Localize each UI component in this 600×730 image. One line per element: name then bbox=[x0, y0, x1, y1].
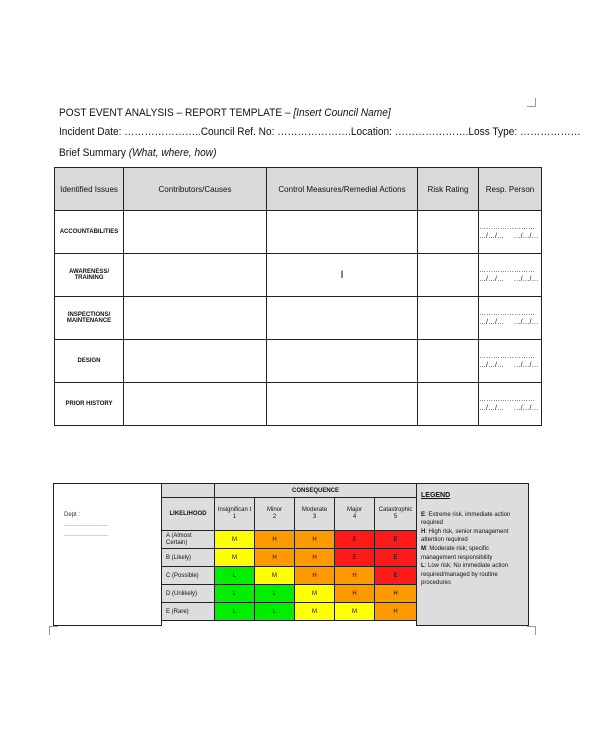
likelihood-label: D (Unlikely) bbox=[162, 585, 215, 603]
col-num: 2 bbox=[272, 514, 277, 520]
legend-box bbox=[417, 484, 529, 626]
matrix-cell: M bbox=[335, 603, 375, 621]
crop-mark-bottom-right bbox=[527, 626, 536, 635]
matrix-cell: H bbox=[255, 549, 295, 567]
issues-table-header-row bbox=[55, 168, 542, 211]
issue-cell: ACCOUNTABILITIES bbox=[55, 211, 124, 254]
crop-mark-bottom-left bbox=[49, 626, 58, 635]
matrix-cell: L bbox=[255, 585, 295, 603]
consequence-col-minor bbox=[255, 498, 295, 531]
brief-summary-hint: (What, where, how) bbox=[128, 147, 217, 159]
contributors-cell[interactable] bbox=[124, 340, 267, 383]
matrix-corner bbox=[162, 484, 215, 498]
matrix-cell: H bbox=[335, 567, 375, 585]
col-num: 1 bbox=[232, 514, 237, 520]
resp-dots: …………………… bbox=[479, 396, 535, 403]
dept-line-1: …………………. bbox=[64, 522, 108, 528]
consequence-col-catastrophic bbox=[375, 498, 417, 531]
likelihood-heading: LIKELIHOOD bbox=[162, 498, 215, 531]
col-num: 3 bbox=[312, 514, 317, 520]
legend-text: : Low risk; No immediate action required/managed by routine procedures bbox=[421, 563, 509, 587]
legend-key: H bbox=[421, 528, 426, 535]
brief-summary-label: Brief Summary bbox=[59, 147, 129, 159]
control-measures-cell[interactable] bbox=[267, 254, 418, 297]
risk-rating-cell[interactable] bbox=[418, 297, 479, 340]
contributors-cell[interactable] bbox=[124, 211, 267, 254]
risk-rating-cell[interactable] bbox=[418, 254, 479, 297]
header-resp-person: Resp. Person bbox=[479, 168, 542, 211]
contributors-cell[interactable] bbox=[124, 254, 267, 297]
legend-text: : High risk, senior management attention required bbox=[421, 528, 509, 544]
consequence-col-moderate bbox=[295, 498, 335, 531]
table-row bbox=[55, 211, 542, 254]
header-contributors-causes: Contributors/Causes bbox=[124, 168, 267, 211]
consequence-heading: CONSEQUENCE bbox=[215, 484, 417, 498]
resp-dots: …………………… bbox=[479, 267, 535, 274]
likelihood-label: C (Possible) bbox=[162, 567, 215, 585]
consequence-col-major bbox=[335, 498, 375, 531]
matrix-cell: E bbox=[375, 549, 417, 567]
matrix-cell: H bbox=[295, 549, 335, 567]
resp-dots: …………………… bbox=[479, 224, 535, 231]
contributors-cell[interactable] bbox=[124, 297, 267, 340]
risk-matrix bbox=[53, 483, 529, 626]
matrix-spacer bbox=[162, 621, 417, 626]
resp-person-cell[interactable] bbox=[479, 297, 542, 340]
matrix-cell: M bbox=[295, 585, 335, 603]
control-measures-cell[interactable] bbox=[267, 383, 418, 426]
resp-dates: …/…/… …/…/… bbox=[479, 362, 539, 369]
matrix-cell: M bbox=[215, 531, 255, 549]
col-label: Moderate bbox=[301, 507, 328, 513]
matrix-cell: H bbox=[375, 603, 417, 621]
header-identified-issues: Identified Issues bbox=[55, 168, 124, 211]
resp-dates: …/…/… …/…/… bbox=[479, 276, 539, 283]
table-row bbox=[55, 383, 542, 426]
resp-dates: …/…/… …/…/… bbox=[479, 405, 539, 412]
matrix-cell: L bbox=[215, 567, 255, 585]
matrix-cell: H bbox=[255, 531, 295, 549]
resp-person-cell[interactable] bbox=[479, 340, 542, 383]
title-council-name: [Insert Council Name] bbox=[293, 107, 391, 119]
consequence-col-insignificant bbox=[215, 498, 255, 531]
legend-key: E bbox=[421, 511, 426, 518]
issue-cell: PRIOR HISTORY bbox=[55, 383, 124, 426]
matrix-cell: M bbox=[295, 603, 335, 621]
dept-field[interactable] bbox=[54, 484, 162, 626]
legend-text: : Extreme risk, immediate action required bbox=[421, 511, 511, 527]
matrix-cell: M bbox=[215, 549, 255, 567]
incident-date-field[interactable]: Incident Date: ………………….. bbox=[59, 126, 201, 138]
contributors-cell[interactable] bbox=[124, 383, 267, 426]
resp-dates: …/…/… …/…/… bbox=[479, 233, 539, 240]
resp-dots: …………………… bbox=[479, 310, 535, 317]
matrix-cell: L bbox=[215, 603, 255, 621]
risk-rating-cell[interactable] bbox=[418, 211, 479, 254]
legend-item bbox=[421, 545, 523, 562]
likelihood-label: E (Rare) bbox=[162, 603, 215, 621]
col-num: 4 bbox=[352, 514, 357, 520]
issues-table bbox=[54, 167, 542, 426]
matrix-cell: L bbox=[255, 603, 295, 621]
legend-item bbox=[421, 511, 523, 528]
text-cursor: I bbox=[340, 269, 344, 281]
title-prefix: POST EVENT ANALYSIS – REPORT TEMPLATE – bbox=[59, 107, 294, 119]
dept-label: Dept : bbox=[64, 512, 81, 518]
legend-item bbox=[421, 562, 523, 588]
likelihood-label: B (Likely) bbox=[162, 549, 215, 567]
legend-key: M bbox=[421, 545, 426, 552]
resp-dates: …/…/… …/…/… bbox=[479, 319, 539, 326]
col-label: Major bbox=[346, 507, 362, 513]
likelihood-label: A (Almost Certain) bbox=[162, 531, 215, 549]
legend-item bbox=[421, 528, 523, 545]
control-measures-cell[interactable] bbox=[267, 340, 418, 383]
table-row bbox=[55, 297, 542, 340]
matrix-cell: L bbox=[215, 585, 255, 603]
matrix-cell: M bbox=[255, 567, 295, 585]
legend-key: L bbox=[421, 563, 425, 570]
matrix-cell: E bbox=[335, 531, 375, 549]
legend-title: LEGEND bbox=[421, 492, 451, 499]
col-label: Catastrophic bbox=[378, 507, 413, 513]
resp-person-cell[interactable] bbox=[479, 211, 542, 254]
resp-person-cell[interactable] bbox=[479, 254, 542, 297]
matrix-cell: H bbox=[295, 567, 335, 585]
resp-dots: …………………… bbox=[479, 353, 535, 360]
table-row bbox=[55, 340, 542, 383]
loss-type-field[interactable]: Loss Type: ……………… bbox=[468, 126, 581, 138]
matrix-cell: H bbox=[375, 585, 417, 603]
matrix-cell: E bbox=[375, 531, 417, 549]
issue-cell: INSPECTIONS/ MAINTENANCE bbox=[55, 297, 124, 340]
council-ref-field[interactable]: Council Ref. No: …………………. bbox=[200, 126, 351, 138]
resp-person-cell[interactable] bbox=[479, 383, 542, 426]
control-measures-cell[interactable] bbox=[267, 297, 418, 340]
brief-summary-heading bbox=[59, 147, 216, 159]
incident-details-line bbox=[59, 126, 581, 138]
header-control-measures: Control Measures/Remedial Actions bbox=[267, 168, 418, 211]
legend-text: : Moderate risk; specific management responsibility bbox=[421, 545, 493, 561]
issue-cell: DESIGN bbox=[55, 340, 124, 383]
location-field[interactable]: Location: …………………. bbox=[350, 126, 469, 138]
risk-rating-cell[interactable] bbox=[418, 383, 479, 426]
table-row bbox=[55, 254, 542, 297]
matrix-cell: H bbox=[295, 531, 335, 549]
risk-rating-cell[interactable] bbox=[418, 340, 479, 383]
matrix-cell: H bbox=[335, 585, 375, 603]
matrix-cell: E bbox=[375, 567, 417, 585]
col-num: 5 bbox=[393, 514, 398, 520]
crop-mark-top-right bbox=[527, 98, 536, 107]
header-risk-rating: Risk Rating bbox=[418, 168, 479, 211]
issue-cell: AWARENESS/ TRAINING bbox=[55, 254, 124, 297]
col-label: Minor bbox=[266, 507, 282, 513]
dept-line-2: …………………. bbox=[64, 532, 108, 538]
control-measures-cell[interactable] bbox=[267, 211, 418, 254]
report-title bbox=[59, 107, 391, 119]
matrix-cell: E bbox=[335, 549, 375, 567]
col-label: Insignifican t bbox=[217, 507, 252, 513]
